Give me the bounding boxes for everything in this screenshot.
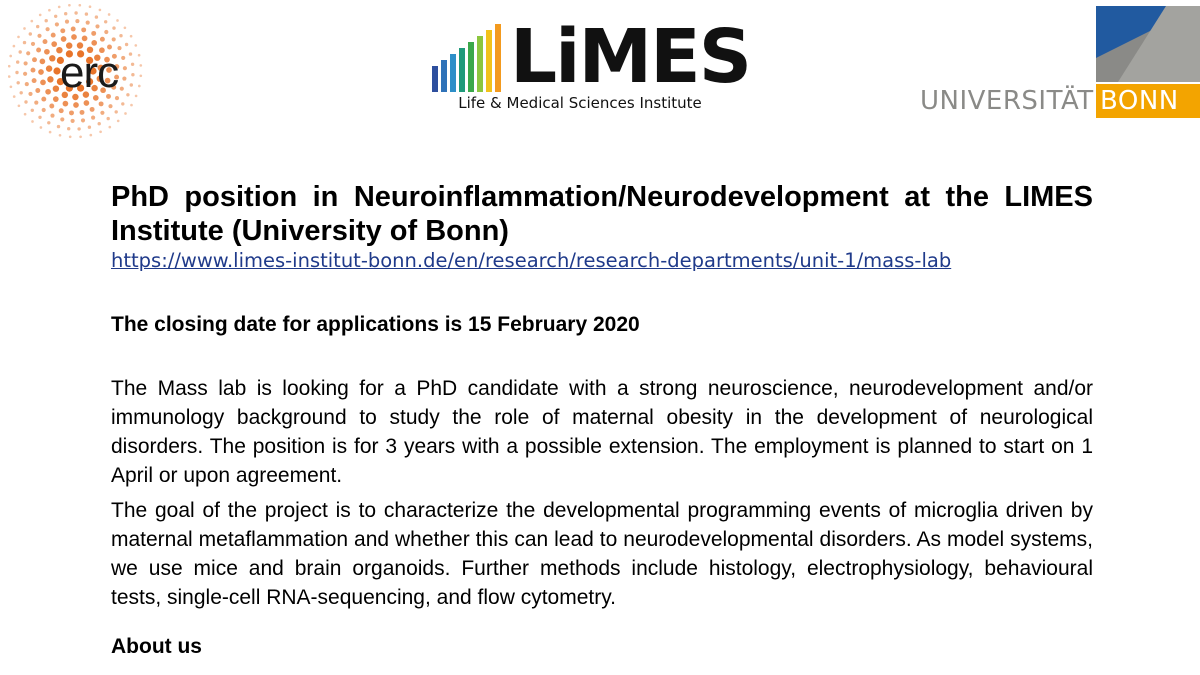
erc-logo	[8, 4, 143, 139]
uni-bonn-city-text: BONN	[1100, 86, 1179, 116]
lab-website-link[interactable]: https://www.limes-institut-bonn.de/en/research/research-departments/unit-1/mass-lab	[111, 249, 952, 272]
uni-bonn-university-text: UNIVERSITÄT	[920, 86, 1094, 116]
about-us-heading: About us	[111, 635, 202, 658]
erc-logo-text: erc	[60, 48, 119, 97]
uni-bonn-logo	[918, 6, 1200, 118]
limes-bars-icon	[430, 14, 520, 94]
paragraph-position-description: The Mass lab is looking for a PhD candidate with a strong neuroscience, neurodevelopment and/or immunology background to study the role of maternal obesity in the development of neurological disorders. The position is for 3 years with a possible extension. The employment is planned to start on 1 April or upon agreement.	[111, 377, 1093, 487]
limes-logo	[430, 14, 751, 118]
page-title: PhD position in Neuroinflammation/Neurodevelopment at the LIMES Institute (University of Bonn)	[111, 181, 1093, 247]
limes-logo-subtitle: Life & Medical Sciences Institute	[458, 94, 702, 112]
limes-logo-name: LiMES	[510, 14, 751, 100]
uni-bonn-city-box	[1096, 84, 1200, 118]
paragraph-project-goal: The goal of the project is to characterize the developmental programming events of microglia driven by maternal metaflammation and whether this can lead to neurodevelopmental disorders. As model systems, we use mice and brain organoids. Further methods include histology, electrophysiology, behavioural tests, single-cell RNA-sequencing, and flow cytometry.	[111, 499, 1093, 609]
document-body	[111, 180, 1093, 660]
closing-date-text: The closing date for applications is 15 February 2020	[111, 313, 640, 336]
uni-bonn-emblem-icon	[918, 6, 1200, 82]
